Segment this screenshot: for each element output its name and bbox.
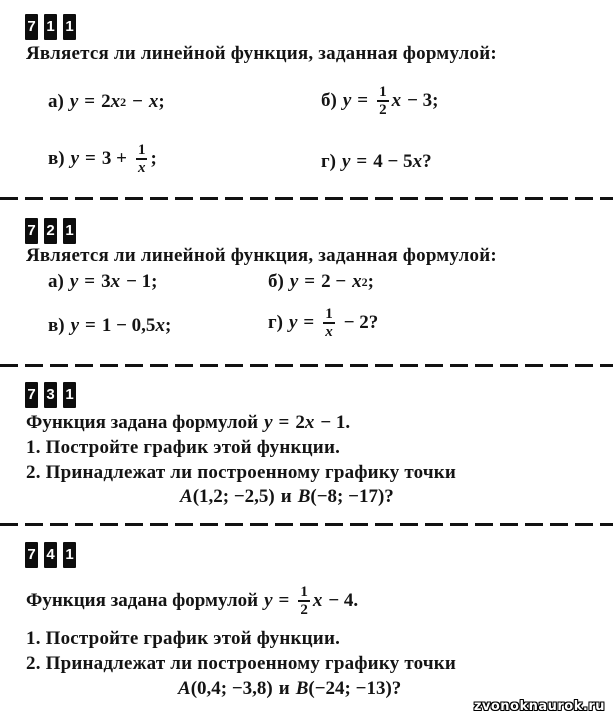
formula-lhs: y [289,271,299,292]
badge-digit: 7 [25,542,38,568]
option-label: в) [48,315,65,336]
formula-var: x [148,91,159,112]
option-label: г) [268,311,283,333]
points-conjunction: и [278,678,290,699]
problem-731-task-2: 2. Принадлежат ли построенному графику точки [26,462,457,483]
formula-end: ; [158,91,165,112]
problem-741-task-1: 1. Постройте график этой функции. [26,628,341,649]
fraction [136,142,148,176]
formula-rest: 2 − [321,271,347,292]
problem-number-badge-741 [25,542,76,568]
formula-var: x [110,271,121,292]
badge-digit: 1 [63,382,76,408]
problem-711-option-v [48,142,157,176]
option-label: а) [48,271,64,292]
formula-lhs: y [70,315,80,336]
formula-end: ; [150,147,157,169]
formula-end: − 4. [328,589,359,611]
point-a-coords: (0,4; −3,8) [190,678,273,699]
problem-711-question: Является ли линейной функция, заданная формулой: [26,43,497,64]
badge-digit: 7 [25,14,38,40]
formula-var: x [155,315,165,336]
formula-end: − 2? [343,311,379,333]
fraction-denominator: x [325,323,333,340]
problem-741-points [178,678,401,700]
formula-rest: − 3; [407,89,439,111]
fraction [323,306,335,340]
problem-721-option-v [48,315,171,337]
formula-op: − [132,91,143,112]
formula-lhs: y [70,147,80,169]
formula-var: x [352,271,362,292]
formula-end: ? [422,151,432,172]
problem-721-option-g [268,306,378,340]
formula-var: x [391,89,402,111]
formula-var: x [304,412,315,433]
formula-var: x [110,91,121,112]
badge-digit: 7 [25,218,38,244]
problem-number-badge-721 [25,218,76,244]
formula-lhs: y [342,89,352,111]
formula-end: − 1. [320,412,351,433]
formula-eq: = [304,271,316,292]
formula-lhs: y [264,412,273,433]
problem-711-option-g [321,151,432,173]
option-label: б) [321,89,337,111]
badge-digit: 4 [44,542,57,568]
problem-731-statement [26,412,350,434]
point-a-name: A [178,678,191,699]
fraction-numerator: 1 [137,142,146,158]
badge-digit: 1 [63,542,76,568]
dashed-separator [0,364,613,367]
problem-731-task-1: 1. Постройте график этой функции. [26,437,341,458]
fraction-denominator: 2 [379,101,387,118]
formula-eq: = [85,147,96,169]
problem-number-badge-711 [25,14,76,40]
option-label: а) [48,91,64,112]
statement-text: Функция задана формулой [26,412,259,433]
watermark: zvonoknaurok.ru [473,699,605,714]
formula-end: ; [367,271,374,292]
formula-eq: = [85,315,96,336]
fraction-denominator: 2 [300,601,308,618]
formula-lhs: y [69,271,79,292]
formula-eq: = [84,91,96,112]
fraction-numerator: 1 [325,306,333,322]
point-a-name: A [180,486,193,507]
fraction-numerator: 1 [379,84,387,100]
problem-number-badge-731 [25,382,76,408]
problem-721-option-b: б) y = 2 − x 2 ; [268,271,374,292]
option-label: в) [48,147,65,169]
formula-eq: = [357,89,369,111]
formula-eq: = [278,412,290,433]
badge-digit: 2 [44,218,57,244]
dashed-separator [0,523,613,526]
statement-text: Функция задана формулой [26,589,259,611]
formula-rest: 3 [101,271,111,292]
points-conjunction: и [280,486,292,507]
badge-digit: 7 [25,382,38,408]
formula-eq: = [278,589,290,611]
dashed-separator [0,197,613,200]
formula-eq: = [356,151,368,172]
point-b-name: B [295,678,309,699]
problem-711-option-a: а) y = 2 x 2 − x ; [48,91,165,112]
problem-741-statement [26,584,358,618]
formula-rest: 2 [295,412,305,433]
formula-end: − 1; [126,271,158,292]
formula-var: x [312,589,323,611]
formula-var: x [412,151,423,172]
point-b-name: B [297,486,311,507]
badge-digit: 1 [44,14,57,40]
formula-lhs: y [264,589,273,611]
option-label: б) [268,271,284,292]
formula-eq: = [303,311,315,333]
option-label: г) [321,151,336,172]
formula-pre: 3 + [101,147,127,169]
formula-lhs: y [69,91,79,112]
point-a-coords: (1,2; −2,5) [192,486,275,507]
problem-721-question: Является ли линейной функция, заданная формулой: [26,245,497,266]
badge-digit: 1 [63,218,76,244]
badge-digit: 3 [44,382,57,408]
fraction [377,84,389,118]
fraction-denominator: x [137,159,146,176]
formula-lhs: y [288,311,298,333]
formula-rest: 4 − 5 [373,151,413,172]
problem-711-option-b [321,84,439,118]
badge-digit: 1 [63,14,76,40]
formula-end: ; [164,315,172,336]
problem-731-points [180,486,394,508]
point-b-coords: (−24; −13)? [308,678,402,699]
point-b-coords: (−8; −17)? [310,486,394,507]
fraction-numerator: 1 [300,584,308,600]
problem-721-option-a [48,271,158,293]
formula-eq: = [84,271,96,292]
fraction [298,584,310,618]
formula-coef: 2 [101,91,111,112]
problem-741-task-2: 2. Принадлежат ли построенному графику точки [26,653,457,674]
formula-lhs: y [341,151,351,172]
formula-rest: 1 − 0,5 [101,315,156,336]
